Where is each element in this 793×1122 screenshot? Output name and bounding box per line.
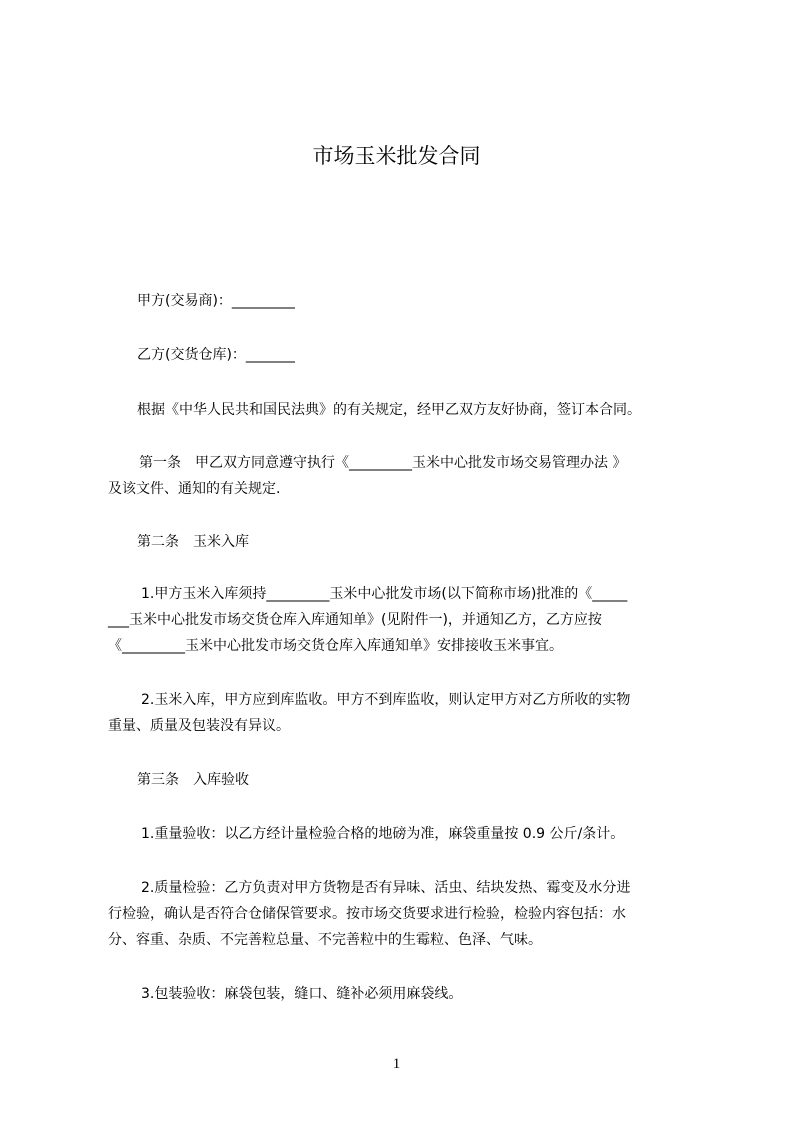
- intro-paragraph: 根据《中华人民共和国民法典》的有关规定，经甲乙双方友好协商，签订本合同。: [137, 402, 641, 418]
- document-title: 市场玉米批发合同: [312, 144, 481, 168]
- article-3-item-2-line-3: 分、容重、杂质、不完善粒总量、不完善粒中的生霉粒、色泽、气味。: [108, 932, 542, 948]
- article-2-item-2-line-2: 重量、质量及包装没有异议。: [108, 718, 290, 734]
- article-2-heading: 第二条 玉米入库: [137, 534, 249, 550]
- party-a-line: 甲方(交易商)：_________: [137, 293, 295, 309]
- article-3-item-2-line-2: 行检验，确认是否符合仓储保管要求。按市场交货要求进行检验，检验内容包括：水: [108, 906, 626, 922]
- party-b-line: 乙方(交货仓库)：_______: [137, 347, 295, 363]
- article-3-item-2-line-1: 2.质量检验：乙方负责对甲方货物是否有异味、活虫、结块发热、霉变及水分进: [141, 880, 631, 896]
- article-2-item-1-line-1: 1.甲方玉米入库须持_________玉米中心批发市场(以下简称市场)批准的《_____: [141, 586, 628, 602]
- article-1-line-1: 第一条 甲乙双方同意遵守执行《_________玉米中心批发市场交易管理办法 》: [139, 455, 627, 471]
- article-3-heading: 第三条 入库验收: [137, 772, 249, 788]
- article-3-item-3: 3.包装验收：麻袋包装，缝口、缝补必须用麻袋线。: [141, 986, 463, 1002]
- article-1-line-2: 及该文件、通知的有关规定.: [108, 481, 281, 497]
- page-number: 1: [392, 1056, 401, 1072]
- article-2-item-2-line-1: 2.玉米入库，甲方应到库监收。甲方不到库监收，则认定甲方对乙方所收的实物: [141, 692, 631, 708]
- article-2-item-1-line-3: 《_________玉米中心批发市场交货仓库入库通知单》安排接收玉米事宜。: [108, 638, 563, 654]
- article-3-item-1: 1.重量验收：以乙方经计量检验合格的地磅为准，麻袋重量按 0.9 公斤/条计。: [141, 826, 625, 842]
- article-2-item-1-line-2: ___玉米中心批发市场交货仓库入库通知单》(见附件一)，并通知乙方，乙方应按: [108, 612, 602, 628]
